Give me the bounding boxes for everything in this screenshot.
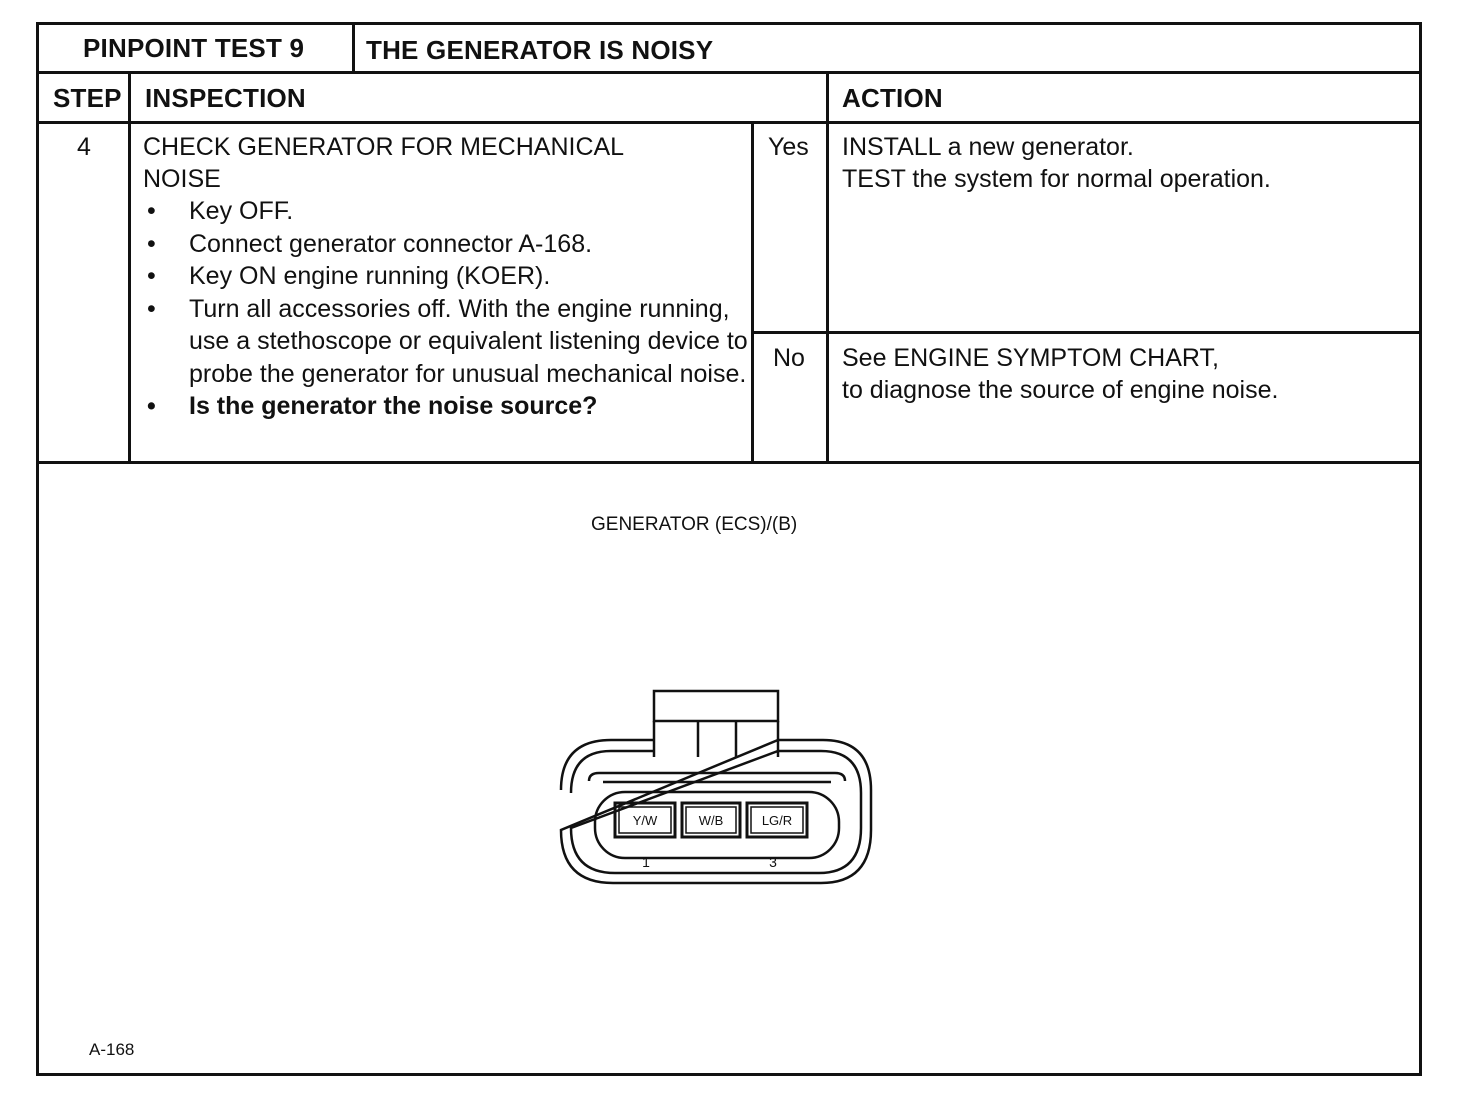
header-divider xyxy=(39,71,1419,74)
connector-latch xyxy=(654,691,778,721)
pin-number-3: 3 xyxy=(769,854,777,870)
bullet-text: Turn all accessories off. With the engine running, use a stethoscope or equivalent listening device to probe the generator for unusual mechanical noise. xyxy=(189,294,748,388)
no-label: No xyxy=(773,344,805,372)
diagram-title: GENERATOR (ECS)/(B) xyxy=(591,514,798,535)
list-item xyxy=(141,293,749,391)
pinpoint-test-page xyxy=(36,22,1422,1076)
connector-housing-outer xyxy=(561,740,871,883)
bullet-text: Key OFF. xyxy=(189,197,294,225)
list-item xyxy=(141,195,741,228)
step-column-header: STEP xyxy=(53,83,122,113)
bullet-icon: • xyxy=(147,294,156,323)
pin-label-3: LG/R xyxy=(761,813,793,828)
list-item xyxy=(141,260,741,293)
bullet-question-text: Is the generator the noise source? xyxy=(189,392,598,420)
pin-label-2: W/B xyxy=(698,813,724,828)
list-item xyxy=(141,228,741,261)
inspection-result-divider xyxy=(751,121,754,462)
table-bottom-divider xyxy=(39,461,1419,464)
action-column-header: ACTION xyxy=(842,83,943,113)
step-heading-line2: NOISE xyxy=(143,165,221,193)
bullet-text: Key ON engine running (KOER). xyxy=(189,262,551,290)
yes-label: Yes xyxy=(768,133,809,161)
bullet-icon: • xyxy=(147,262,156,290)
inspection-steps-list xyxy=(141,195,748,423)
action-column-divider xyxy=(826,71,829,462)
yes-action-line2: TEST the system for normal operation. xyxy=(842,165,1271,193)
no-action-line2: to diagnose the source of engine noise. xyxy=(842,376,1279,404)
test-label: PINPOINT TEST 9 xyxy=(83,33,305,63)
step-heading-line1: CHECK GENERATOR FOR MECHANICAL xyxy=(143,133,625,161)
step-column-divider xyxy=(128,71,131,462)
list-item xyxy=(141,390,741,423)
column-header-divider xyxy=(39,121,1419,124)
step-number: 4 xyxy=(77,133,91,161)
title-divider xyxy=(352,25,355,72)
no-action-line1: See ENGINE SYMPTOM CHART, xyxy=(842,344,1219,372)
yes-action-line1: INSTALL a new generator. xyxy=(842,133,1134,161)
bullet-icon: • xyxy=(147,229,156,258)
yes-no-divider xyxy=(752,331,1419,334)
connector-id-label: A-168 xyxy=(89,1040,135,1059)
connector-diagram xyxy=(553,685,883,895)
pin-number-1: 1 xyxy=(642,854,650,870)
bullet-text: Connect generator connector A-168. xyxy=(189,229,593,258)
inspection-column-header: INSPECTION xyxy=(145,83,306,113)
page-title: THE GENERATOR IS NOISY xyxy=(366,35,714,65)
connector-rail xyxy=(589,773,845,781)
bullet-icon: • xyxy=(147,392,156,420)
bullet-icon: • xyxy=(147,197,156,225)
pin-label-1: Y/W xyxy=(632,813,658,828)
